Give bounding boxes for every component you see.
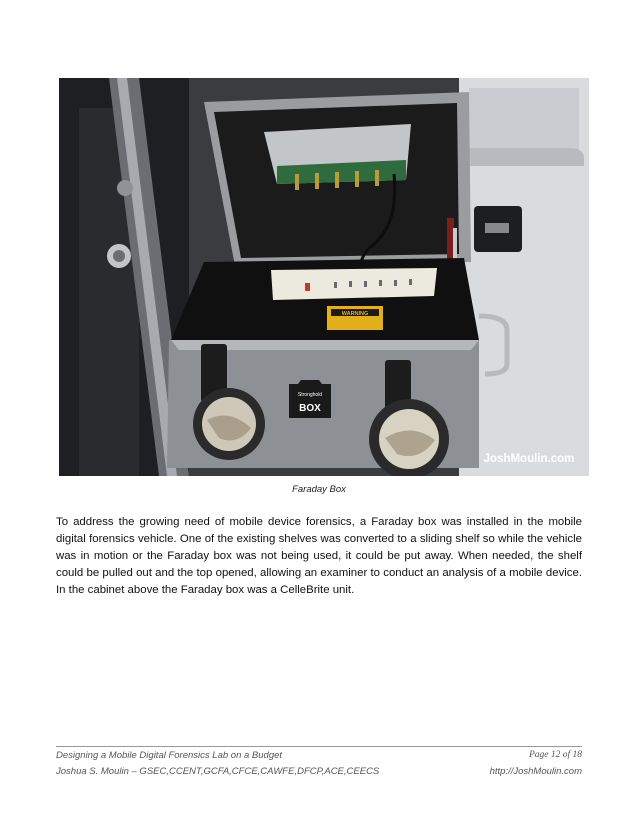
footer-page-number: Page 12 of 18 — [528, 750, 582, 760]
box-brand-bottom: BOX — [299, 403, 321, 414]
body-paragraph: To address the growing need of mobile device forensics, a Faraday box was installed in the mobile digital forensics vehicle. One of the existing shelves was converted to a sliding shelf so while the vehicle was in motion or the Faraday box was not being used, it could be put away. When needed, the shelf could be pulled out and the top opened, allowing an examiner to conduct an analysis of a mobile device. In the cabinet above the Faraday box was a CelleBrite unit. — [56, 516, 582, 596]
footer-line-2 — [56, 766, 582, 780]
footer-divider — [56, 746, 582, 747]
faraday-box-photo — [59, 78, 589, 476]
footer-document-title: Designing a Mobile Digital Forensics Lab on a Budget — [56, 750, 283, 761]
svg-text:WARNING: WARNING — [341, 311, 369, 317]
footer-line-1 — [56, 750, 582, 764]
footer-author: Joshua S. Moulin – GSEC,CCENT,GCFA,CFCE,CAWFE,DFCP,ACE,CEECS — [56, 766, 380, 777]
footer-url[interactable]: http://JoshMoulin.com — [489, 766, 582, 777]
box-brand-top: Stronghold — [297, 392, 323, 398]
figure-caption: Faraday Box — [292, 484, 346, 495]
photo-watermark: JoshMoulin.com — [483, 453, 575, 465]
